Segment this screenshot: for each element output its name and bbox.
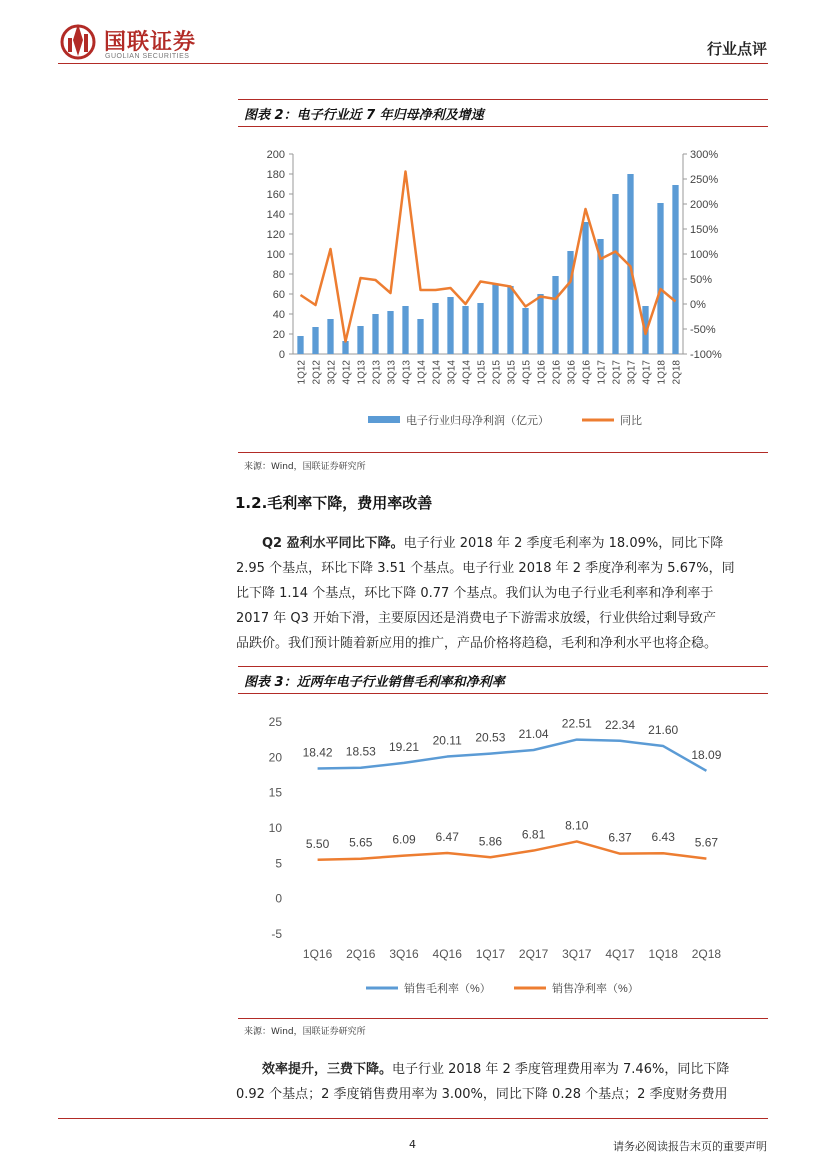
line-net-margin xyxy=(318,841,707,859)
x-axis-tick-label: 3Q15 xyxy=(506,360,518,385)
bar-net-profit xyxy=(582,222,588,354)
x-axis-tick-label: 3Q16 xyxy=(566,360,578,385)
bar-net-profit xyxy=(447,297,453,354)
x-axis-tick-label: 1Q18 xyxy=(648,947,678,961)
bar-net-profit xyxy=(537,294,543,354)
data-label-gross-margin: 18.53 xyxy=(345,744,376,759)
report-type: 行业点评 xyxy=(706,40,767,58)
x-axis-tick-label: 3Q12 xyxy=(326,360,338,385)
x-axis-tick-label: 2Q15 xyxy=(491,360,503,385)
data-label-gross-margin: 22.34 xyxy=(604,717,636,732)
x-axis-tick-label: 3Q17 xyxy=(626,360,638,385)
left-axis-tick-label: 0 xyxy=(278,349,285,361)
data-label-net-margin: 6.37 xyxy=(608,830,632,845)
x-axis-tick-label: 4Q14 xyxy=(461,360,473,385)
bar-net-profit xyxy=(507,286,513,354)
figure2-bottom-rule xyxy=(238,452,768,453)
right-axis-tick-label: 50% xyxy=(690,274,713,286)
bar-net-profit xyxy=(402,306,408,354)
x-axis-tick-label: 4Q16 xyxy=(432,947,462,961)
left-axis-tick-label: 120 xyxy=(266,229,285,241)
data-label-net-margin: 6.09 xyxy=(392,832,416,847)
y-axis-tick-label: 20 xyxy=(268,750,282,765)
logo-emblem-icon xyxy=(58,20,98,60)
chart-margins xyxy=(238,700,768,1012)
left-axis-tick-label: 200 xyxy=(266,149,285,161)
x-axis-tick-label: 3Q17 xyxy=(562,947,592,961)
figure2-source: 来源：Wind，国联证券研究所 xyxy=(244,462,366,472)
figure2-title: 图表 2：电子行业近 7 年归母净利及增速 xyxy=(244,108,484,123)
x-axis-tick-label: 2Q16 xyxy=(551,360,563,385)
x-axis-tick-label: 3Q16 xyxy=(389,947,419,961)
paragraph-1-line: 2.95 个基点，环比下降 3.51 个基点。电子行业 2018 年 2 季度净利率为 5.67%，同 xyxy=(236,561,735,576)
paragraph-1-line: 品跌价。我们预计随着新应用的推广，产品价格将趋稳，毛利和净利水平也将企稳。 xyxy=(236,636,718,651)
bar-net-profit xyxy=(672,185,678,354)
data-label-gross-margin: 20.11 xyxy=(432,733,462,748)
line-gross-margin xyxy=(318,740,707,771)
figure2-title-rule xyxy=(238,126,768,127)
data-label-net-margin: 6.47 xyxy=(435,829,459,844)
data-label-gross-margin: 20.53 xyxy=(475,730,506,745)
x-axis-tick-label: 2Q18 xyxy=(691,947,722,961)
paragraph-2-line: 0.92 个基点；2 季度销售费用率为 3.00%，同比下降 0.28 个基点；2 季度财务费用 xyxy=(236,1087,728,1102)
x-axis-tick-label: 1Q16 xyxy=(536,360,548,385)
paragraph-1-line: 电子行业 2018 年 2 季度毛利率为 18.09%，同比下降 xyxy=(403,536,724,551)
header-divider xyxy=(58,63,768,64)
x-axis-tick-label: 2Q17 xyxy=(611,360,623,385)
x-axis-tick-label: 1Q14 xyxy=(416,360,428,385)
right-axis-tick-label: 150% xyxy=(690,224,719,236)
x-axis-tick-label: 1Q15 xyxy=(476,360,488,385)
bar-net-profit xyxy=(522,308,528,354)
x-axis-tick-label: 1Q16 xyxy=(302,947,333,961)
x-axis-tick-label: 2Q14 xyxy=(431,360,443,385)
legend-label-net-margin: 销售净利率（%） xyxy=(552,983,639,995)
legend-label-gross-margin: 销售毛利率（%） xyxy=(404,983,491,995)
data-label-net-margin: 6.81 xyxy=(521,827,546,842)
x-axis-tick-label: 1Q12 xyxy=(296,360,308,385)
bar-net-profit xyxy=(312,327,318,354)
x-axis-tick-label: 2Q12 xyxy=(311,360,323,385)
bar-net-profit xyxy=(297,336,303,354)
logo-text-en: GUOLIAN SECURITIES xyxy=(105,53,190,60)
left-axis-tick-label: 40 xyxy=(272,309,285,321)
bar-net-profit xyxy=(612,194,618,354)
logo-text-cn: 国联证券 xyxy=(104,30,197,55)
y-axis-tick-label: -5 xyxy=(271,927,282,941)
x-axis-tick-label: 4Q16 xyxy=(581,360,593,385)
x-axis-tick-label: 2Q13 xyxy=(371,360,383,385)
section-heading: 1.2.毛利率下降，费用率改善 xyxy=(235,494,433,512)
left-axis-tick-label: 180 xyxy=(266,169,285,181)
paragraph-1-lead: Q2 盈利水平同比下降。 xyxy=(262,536,404,551)
bar-net-profit xyxy=(372,314,378,354)
y-axis-tick-label: 10 xyxy=(268,821,282,835)
paragraph-2-line: 电子行业 2018 年 2 季度管理费用率为 7.46%，同比下降 xyxy=(392,1062,730,1077)
data-label-net-margin: 8.10 xyxy=(565,818,589,833)
legend-label-net-profit: 电子行业归母净利润（亿元） xyxy=(406,415,549,427)
line-yoy-growth xyxy=(301,172,676,342)
x-axis-tick-label: 4Q17 xyxy=(641,360,653,385)
data-label-net-margin: 6.43 xyxy=(651,830,675,845)
paragraph-2-lead: 效率提升，三费下降。 xyxy=(262,1062,393,1077)
data-label-gross-margin: 18.09 xyxy=(691,747,722,762)
data-label-net-margin: 5.65 xyxy=(349,835,373,850)
figure3-bottom-rule xyxy=(238,1018,768,1019)
x-axis-tick-label: 1Q17 xyxy=(475,947,506,961)
data-label-net-margin: 5.50 xyxy=(305,836,330,851)
figure3-title: 图表 3：近两年电子行业销售毛利率和净利率 xyxy=(244,675,505,690)
x-axis-tick-label: 2Q18 xyxy=(671,360,683,385)
paragraph-1 xyxy=(236,531,770,656)
left-axis-tick-label: 60 xyxy=(272,289,285,301)
x-axis-tick-label: 1Q13 xyxy=(356,360,368,385)
bar-net-profit xyxy=(477,303,483,354)
paragraph-1-line: 2017 年 Q3 开始下滑，主要原因还是消费电子下游需求放缓，行业供给过剩导致产 xyxy=(236,611,716,626)
data-label-net-margin: 5.67 xyxy=(694,835,719,850)
left-axis-tick-label: 80 xyxy=(272,269,285,281)
bar-net-profit xyxy=(552,276,558,354)
footer-divider xyxy=(58,1118,768,1119)
x-axis-tick-label: 2Q16 xyxy=(346,947,376,961)
data-label-gross-margin: 19.21 xyxy=(388,739,420,754)
y-axis-tick-label: 5 xyxy=(275,856,282,871)
footer-disclaimer: 请务必阅读报告末页的重要声明 xyxy=(613,1140,767,1153)
right-axis-tick-label: 200% xyxy=(690,199,719,211)
y-axis-tick-label: 0 xyxy=(275,891,282,906)
data-label-net-margin: 5.86 xyxy=(478,834,503,849)
x-axis-tick-label: 2Q17 xyxy=(518,947,549,961)
right-axis-tick-label: 300% xyxy=(690,149,719,161)
legend-swatch-net-profit xyxy=(368,416,400,423)
x-axis-tick-label: 4Q12 xyxy=(341,360,353,385)
bar-net-profit xyxy=(327,319,333,354)
bar-net-profit xyxy=(492,284,498,354)
page-number: 4 xyxy=(409,1138,416,1151)
data-label-gross-margin: 22.51 xyxy=(561,716,592,731)
right-axis-tick-label: 0% xyxy=(690,299,706,311)
x-axis-tick-label: 3Q14 xyxy=(446,360,458,385)
paragraph-2 xyxy=(236,1057,770,1107)
bar-net-profit xyxy=(342,341,348,354)
left-axis-tick-label: 140 xyxy=(266,209,285,221)
bar-net-profit xyxy=(387,311,393,354)
chart-net-profit xyxy=(238,130,768,450)
left-axis-tick-label: 160 xyxy=(266,189,285,201)
bar-net-profit xyxy=(462,306,468,354)
data-label-gross-margin: 21.04 xyxy=(518,726,549,741)
y-axis-tick-label: 25 xyxy=(268,715,282,729)
paragraph-1-line: 比下降 1.14 个基点，环比下降 0.77 个基点。我们认为电子行业毛利率和净利率于 xyxy=(236,586,714,601)
x-axis-tick-label: 1Q18 xyxy=(656,360,668,385)
x-axis-tick-label: 4Q15 xyxy=(521,360,533,385)
right-axis-tick-label: 250% xyxy=(690,174,719,186)
bar-net-profit xyxy=(432,303,438,354)
figure3-top-rule xyxy=(238,666,768,667)
right-axis-tick-label: -50% xyxy=(690,324,716,336)
data-label-gross-margin: 21.60 xyxy=(648,723,679,738)
left-axis-tick-label: 20 xyxy=(272,329,285,341)
bar-net-profit xyxy=(417,319,423,354)
bar-net-profit xyxy=(357,326,363,354)
left-axis-tick-label: 100 xyxy=(266,249,285,261)
x-axis-tick-label: 3Q13 xyxy=(386,360,398,385)
figure3-title-rule xyxy=(238,693,768,694)
figure3-source: 来源：Wind，国联证券研究所 xyxy=(244,1027,366,1037)
bar-net-profit xyxy=(657,203,663,354)
right-axis-tick-label: -100% xyxy=(690,349,722,361)
x-axis-tick-label: 1Q17 xyxy=(596,360,608,385)
right-axis-tick-label: 100% xyxy=(690,249,719,261)
legend-label-yoy: 同比 xyxy=(620,415,642,427)
x-axis-tick-label: 4Q13 xyxy=(401,360,413,385)
x-axis-tick-label: 4Q17 xyxy=(605,947,635,961)
logo xyxy=(58,20,218,64)
data-label-gross-margin: 18.42 xyxy=(302,745,333,760)
y-axis-tick-label: 15 xyxy=(268,785,282,800)
figure2-top-rule xyxy=(238,99,768,100)
